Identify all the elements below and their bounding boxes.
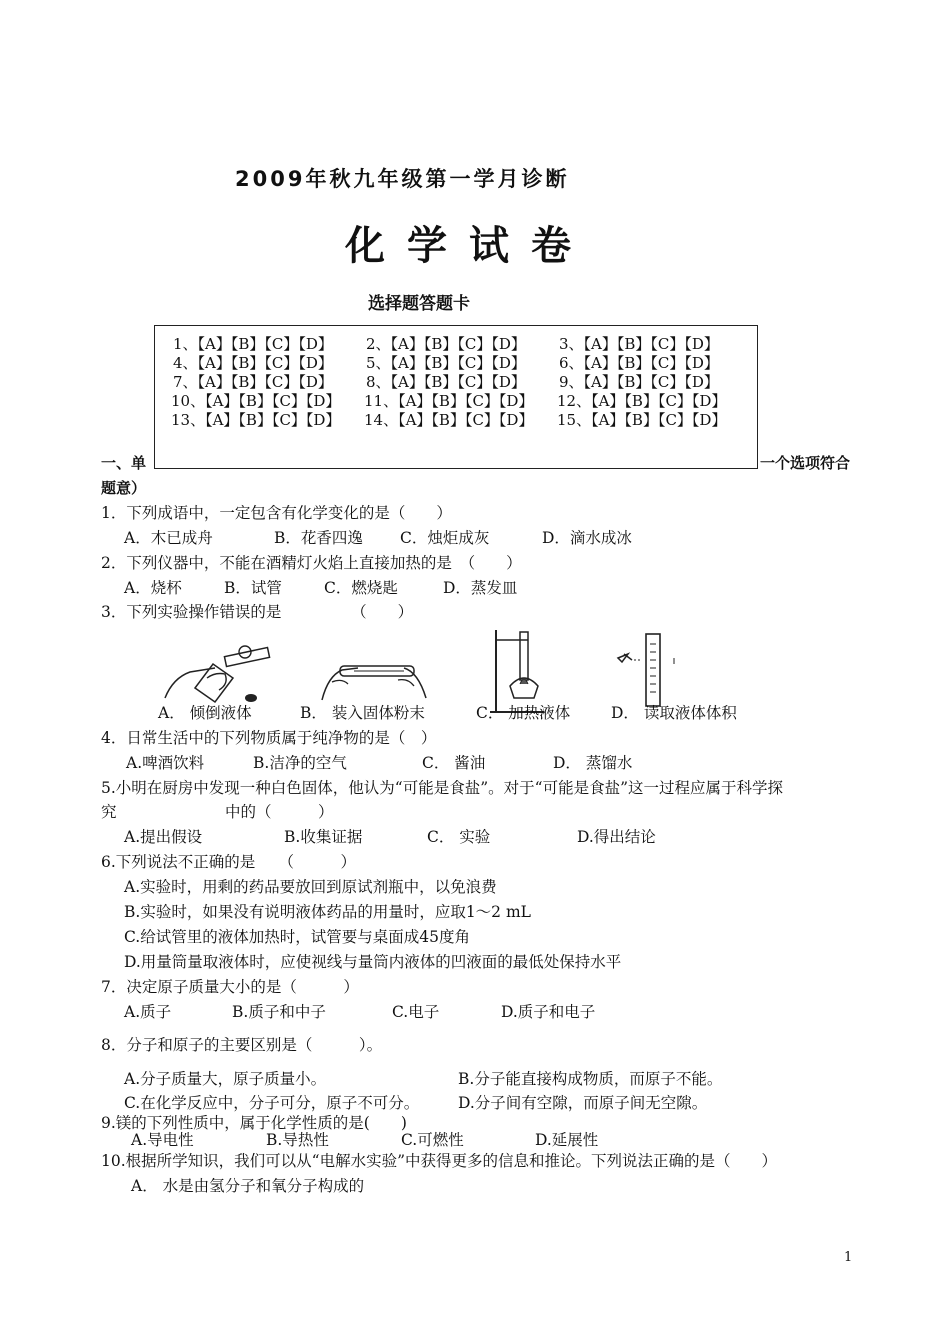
- question-8-option-b: B.分子能直接构成物质，而原子不能。: [458, 1070, 723, 1088]
- question-7-option-a: A.质子: [124, 1003, 172, 1021]
- answer-card-title: 选择题答题卡: [368, 294, 470, 314]
- question-6-option-d: D.用量筒量取液体时，应使视线与量筒内液体的凹液面的最低处保持水平: [124, 953, 622, 971]
- answer-choice[interactable]: 2、【A】【B】【C】【D】: [366, 335, 526, 353]
- answer-choice[interactable]: 3、【A】【B】【C】【D】: [559, 335, 719, 353]
- answer-card-row: [171, 409, 750, 430]
- question-7-option-c: C.电子: [392, 1003, 440, 1021]
- question-7-option-d: D.质子和电子: [501, 1003, 596, 1021]
- question-5-option-b: B.收集证据: [284, 828, 363, 846]
- question-4-option-a: A.啤酒饮料: [126, 754, 205, 772]
- pouring-liquid-illustration: [155, 638, 275, 706]
- answer-choice[interactable]: 7、【A】【B】【C】【D】: [173, 373, 333, 391]
- question-3-option-a: A． 倾倒液体: [158, 704, 252, 722]
- question-8-stem: 8．分子和原子的主要区别是（ ）。: [101, 1036, 383, 1054]
- graduated-cylinder-illustration: [612, 632, 682, 712]
- answer-card-row: [171, 390, 750, 411]
- question-4-option-d: D． 蒸馏水: [553, 754, 633, 772]
- answer-choice[interactable]: 12、【A】【B】【C】【D】: [557, 392, 727, 410]
- answer-choice[interactable]: 15、【A】【B】【C】【D】: [557, 411, 727, 429]
- answer-card-row: [173, 352, 752, 373]
- question-10-stem: 10.根据所学知识，我们可以从“电解水实验”中获得更多的信息和推论。下列说法正确的是（ ）: [101, 1152, 778, 1170]
- question-5-option-a: A.提出假设: [124, 828, 203, 846]
- question-3-stem: 3．下列实验操作错误的是 （ ）: [101, 603, 414, 621]
- question-1-stem: 1．下列成语中，一定包含有化学变化的是（ ）: [101, 504, 452, 522]
- answer-card-row: [173, 333, 752, 354]
- question-2-stem: 2．下列仪器中，不能在酒精灯火焰上直接加热的是 （ ）: [101, 554, 522, 572]
- question-3-option-b: B． 装入固体粉末: [300, 704, 425, 722]
- answer-choice[interactable]: 11、【A】【B】【C】【D】: [364, 392, 534, 410]
- question-3-option-d: D． 读取液体体积: [611, 704, 737, 722]
- question-5-option-c: C． 实验: [427, 828, 491, 846]
- question-6-option-a: A.实验时，用剩的药品要放回到原试剂瓶中，以免浪费: [124, 878, 497, 896]
- question-7-stem: 7．决定原子质量大小的是（ ）: [101, 978, 359, 996]
- answer-choice[interactable]: 10、【A】【B】【C】【D】: [171, 392, 341, 410]
- question-5-option-d: D.得出结论: [577, 828, 656, 846]
- question-9-option-b: B.导热性: [266, 1131, 329, 1149]
- question-9-option-a: A.导电性: [131, 1131, 194, 1149]
- exam-title: 化学试卷: [345, 223, 593, 269]
- page-number: 1: [844, 1250, 853, 1265]
- question-6-stem: 6.下列说法不正确的是 （ ）: [101, 853, 357, 871]
- question-1-option-b: B．花香四逸: [274, 529, 363, 547]
- question-2-option-b: B．试管: [224, 579, 282, 597]
- question-3-option-c: C． 加热液体: [476, 704, 571, 722]
- answer-choice[interactable]: 13、【A】【B】【C】【D】: [171, 411, 341, 429]
- answer-choice[interactable]: 6、【A】【B】【C】【D】: [559, 354, 719, 372]
- section-heading-line2: 题意）: [101, 479, 147, 497]
- exam-header: 2009年秋九年级第一学月诊断: [235, 167, 570, 191]
- answer-choice[interactable]: 14、【A】【B】【C】【D】: [364, 411, 534, 429]
- question-6-option-b: B.实验时，如果没有说明液体药品的用量时，应取1～2 mL: [124, 903, 531, 921]
- question-8-option-a: A.分子质量大，原子质量小。: [124, 1070, 327, 1088]
- question-9-option-d: D.延展性: [535, 1131, 599, 1149]
- answer-choice[interactable]: 5、【A】【B】【C】【D】: [366, 354, 526, 372]
- question-5-stem: 5.小明在厨房中发现一种白色固体，他认为“可能是食盐”。对于“可能是食盐”这一过程应属于科学探: [101, 779, 783, 797]
- question-1-option-c: C．烛炬成灰: [400, 529, 490, 547]
- question-6-option-c: C.给试管里的液体加热时，试管要与桌面成45度角: [124, 928, 470, 946]
- question-9-stem: 9.镁的下列性质中，属于化学性质的是( ): [101, 1114, 407, 1132]
- question-2-option-a: A．烧杯: [124, 579, 182, 597]
- question-8-option-c: C.在化学反应中，分子可分，原子不可分。: [124, 1094, 420, 1112]
- question-1-option-a: A．木已成舟: [124, 529, 213, 547]
- question-4-option-c: C． 酱油: [422, 754, 486, 772]
- question-2-option-c: C．燃烧匙: [324, 579, 398, 597]
- answer-choice[interactable]: 4、【A】【B】【C】【D】: [173, 354, 333, 372]
- question-5-stem-cont: 究 中的（ ）: [101, 803, 334, 821]
- question-2-option-d: D．蒸发皿: [443, 579, 518, 597]
- answer-choice[interactable]: 1、【A】【B】【C】【D】: [173, 335, 333, 353]
- question-1-option-d: D．滴水成冰: [542, 529, 632, 547]
- answer-choice[interactable]: 8、【A】【B】【C】【D】: [366, 373, 526, 391]
- question-7-option-b: B.质子和中子: [232, 1003, 326, 1021]
- section-heading-left: 一、单: [101, 454, 147, 472]
- answer-card: [154, 325, 758, 469]
- question-4-stem: 4．日常生活中的下列物质属于纯净物的是（ ）: [101, 729, 437, 747]
- question-4-option-b: B.洁净的空气: [253, 754, 347, 772]
- answer-card-row: [173, 371, 752, 392]
- powder-loading-illustration: [318, 656, 430, 704]
- question-9-option-c: C.可燃性: [401, 1131, 464, 1149]
- answer-choice[interactable]: 9、【A】【B】【C】【D】: [559, 373, 719, 391]
- question-8-option-d: D.分子间有空隙，而原子间无空隙。: [458, 1094, 708, 1112]
- question-10-option-a: A． 水是由氢分子和氧分子构成的: [131, 1177, 365, 1195]
- section-heading-right: 一个选项符合: [760, 454, 851, 472]
